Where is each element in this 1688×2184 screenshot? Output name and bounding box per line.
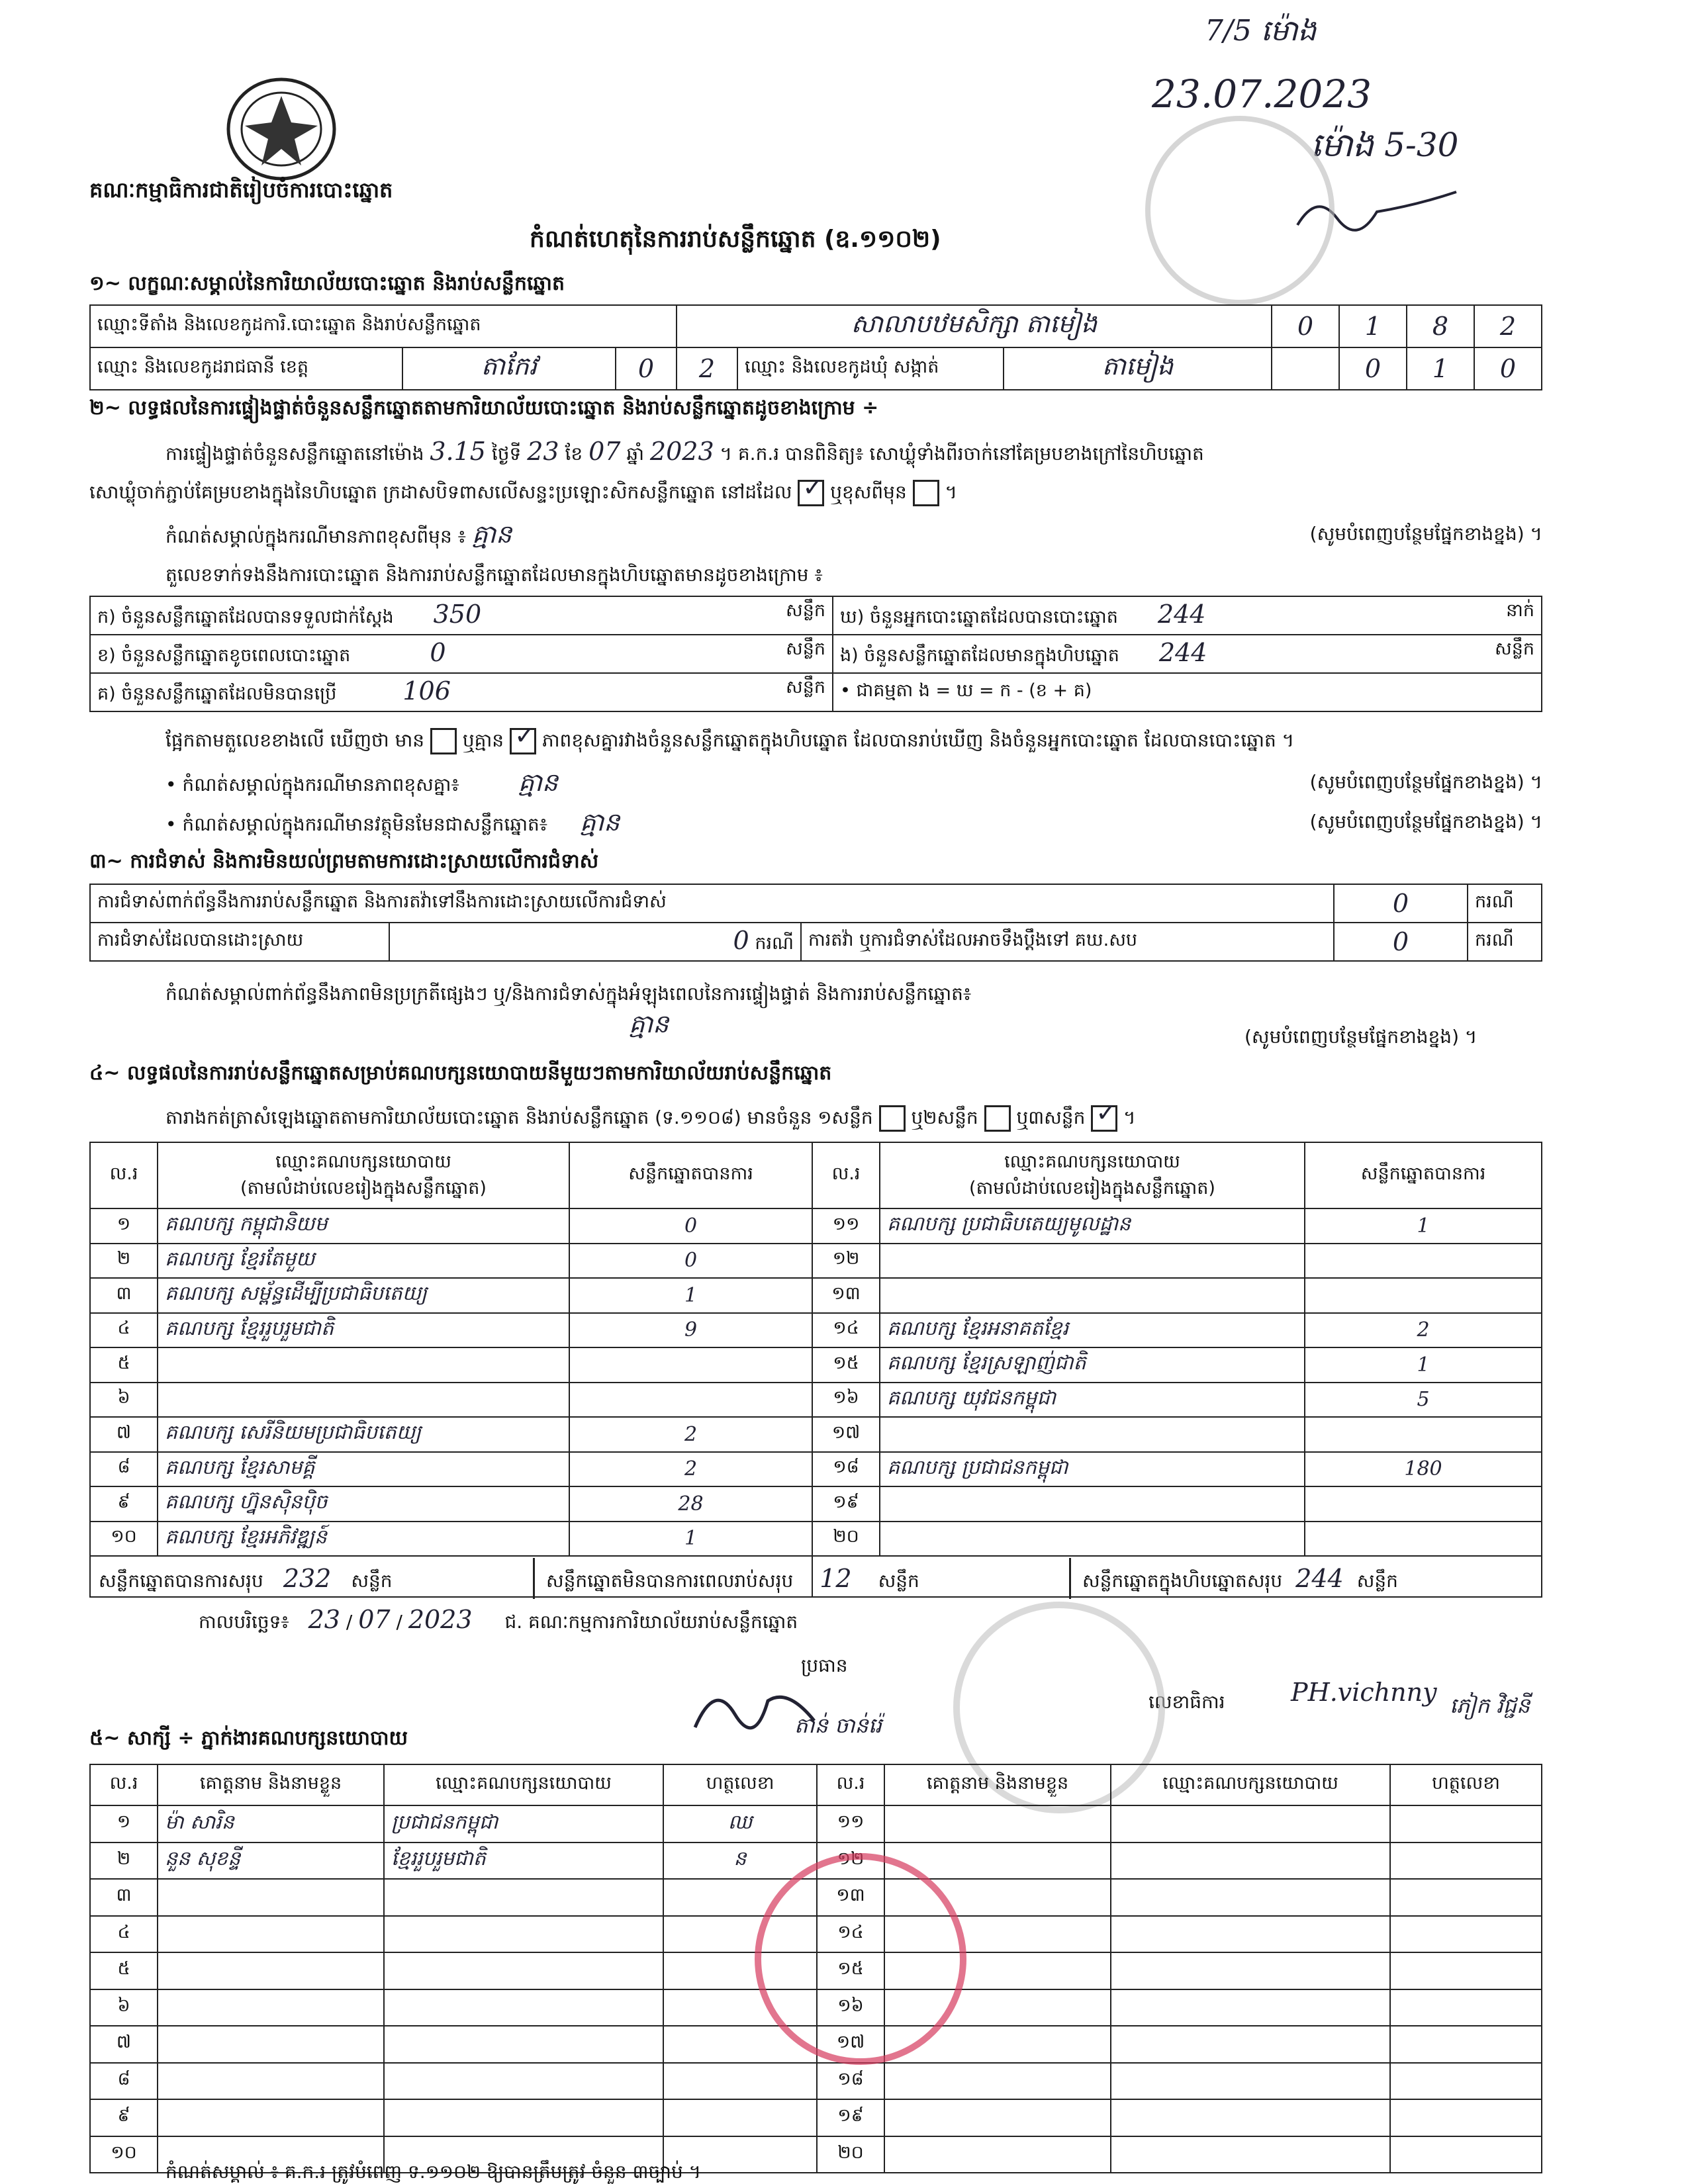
unchanged-checkbox[interactable]: ✓ — [798, 480, 824, 506]
witness-name — [158, 1879, 384, 1916]
witness-signature — [1390, 1989, 1542, 2026]
witness-no: ៤ — [90, 1916, 158, 1953]
party-no: ៦ — [90, 1383, 158, 1418]
party-votes — [569, 1347, 812, 1383]
complaints-value: 0 — [1334, 884, 1468, 923]
witness-signature — [663, 2099, 817, 2136]
party-no: ១០ — [90, 1522, 158, 1557]
party-name: គណបក្ស ប្រជាជនកម្ពុជា — [880, 1452, 1305, 1487]
party-votes: 180 — [1305, 1452, 1542, 1487]
discrepancy-line: ផ្អែកតាមតួលេខខាងលើ ឃើញថា មាន ឬគ្មាន ✓ ភាពខុសគ្នារវាងចំនួនសន្លឹកឆ្នោតក្នុងហិបឆ្នោត ដែលបានរាប់ឃើញ និងចំនួនអ្នកបោះឆ្នោត ដែលបានបោះឆ្នោត ។ — [165, 728, 1294, 754]
witness-party — [384, 1989, 663, 2026]
change-note-line: កំណត់សម្គាល់ក្នុងករណីមានភាពខុសពីមុន ៖ គ្មាន (សូមបំពេញបន្ថែមផ្នែកខាងខ្នង) ។ — [165, 520, 1542, 549]
official-stamp-red — [755, 1853, 966, 2065]
official-stamp-top — [1145, 116, 1335, 305]
witness-no: ១ — [90, 1805, 158, 1843]
section-4-heading: ៤~ លទ្ធផលនៃការរាប់សន្លឹកឆ្នោតសម្រាប់គណបក្សនយោបាយនីមួយៗតាមការិយាល័យរាប់សន្លឹកឆ្នោត — [89, 1062, 832, 1085]
party-name — [880, 1486, 1305, 1522]
witness-no: ១២ — [817, 1843, 884, 1880]
table-row — [90, 1805, 1542, 1843]
figures-intro: តួលេខទាក់ទងនឹងការបោះឆ្នោត និងការរាប់សន្លឹកឆ្នោតដែលមានក្នុងហិបឆ្នោតមានដូចខាងក្រោម ៖ — [165, 564, 823, 586]
witness-signature — [1390, 1952, 1542, 1989]
in-box-label: ង) ចំនួនសន្លឹកឆ្នោតដែលមានក្នុងហិបឆ្នោត — [840, 645, 1119, 666]
spoiled-label: ខ) ចំនួនសន្លឹកឆ្នោតខូចពេលបោះឆ្នោត — [97, 645, 351, 666]
witness-no: ២០ — [817, 2136, 884, 2173]
witness-no: ៧ — [90, 2026, 158, 2063]
province-code-2: 2 — [677, 347, 737, 390]
verify-line-2: សោឃ្លុំចាក់ភ្ជាប់គែម្របខាងក្នុងនៃហិបឆ្នោត ក្រដាសបិទពាសលើសន្ទះប្រឡោះសិកសន្លឹកឆ្នោត នៅដដែល ✓ ឬខុសពីមុន ។ — [89, 480, 957, 506]
witness-no: ១៩ — [817, 2099, 884, 2136]
voters-label: ឃ) ចំនួនអ្នកបោះឆ្នោតដែលបានបោះឆ្នោត — [840, 606, 1118, 627]
party-votes: 1 — [1305, 1208, 1542, 1244]
received-value: 350 — [433, 599, 482, 629]
complaints-label: ការជំទាស់ពាក់ព័ន្ធនឹងការរាប់សន្លឹកឆ្នោត និងការតវ៉ាទៅនឹងការដោះស្រាយលើការជំទាស់ — [90, 884, 1334, 923]
party-no: ៧ — [90, 1417, 158, 1452]
total-box: 244 — [1295, 1564, 1344, 1593]
witness-name — [158, 1916, 384, 1953]
witness-signature: ឈ — [663, 1805, 817, 1843]
table-row — [90, 1278, 1542, 1313]
party-name: គណបក្ស ប្រជាធិបតេយ្យមូលដ្ឋាន — [880, 1208, 1305, 1244]
table-row — [90, 1347, 1542, 1383]
party-votes: 1 — [569, 1278, 812, 1313]
discrepancy-note: • កំណត់សម្គាល់ក្នុងករណីមានភាពខុសគ្នា៖ គ្មាន (សូមបំពេញបន្ថែមផ្នែកខាងខ្នង) ។ — [165, 768, 1542, 797]
location-code-3: 8 — [1407, 305, 1474, 347]
witness-party — [1111, 2026, 1390, 2063]
table-row — [90, 2063, 1542, 2100]
witness-name: នួន សុខន្ទី — [158, 1843, 384, 1880]
chair-title: ប្រធាន — [801, 1655, 848, 1676]
witness-signature — [1390, 1916, 1542, 1953]
witness-no: ១៣ — [817, 1879, 884, 1916]
table-row — [90, 1244, 1542, 1279]
table-row — [90, 1383, 1542, 1418]
party-name: គណបក្ស ហ្វ៊ុនស៊ិនប៉ិច — [158, 1486, 569, 1522]
party-no: ១៥ — [812, 1347, 880, 1383]
witness-party — [384, 1916, 663, 1953]
results-table: ល.រ ឈ្មោះគណបក្សនយោបាយ (តាមលំដាប់លេខរៀងក្នុងសន្លឹកឆ្នោត) សន្លឹកឆ្នោតបានការ ល.រ ឈ្មោះគណបក្សនយោបាយ (តាមលំដាប់លេខរៀងក្នុងសន្លឹកឆ្នោត) សន្លឹកឆ្នោតបានការ ១ គណបក្ស កម្ពុជានិយម 0 ១១ គណបក្ស ប្រជាធិបតេយ្យមូលដ្ឋាន 1 ២ គណបក្ស ខ្មែរតែមួយ 0 ១២ ៣ គណបក្ស សម្ព័ន្ធដើម្បីប្រជាធិបតេយ្យ 1 ១៣ ៤ គណបក្ស ខ្មែររួបរួមជាតិ 9 ១៤ គណបក្ស ខ្មែរអនាគតខ្មែរ 2 ៥ ១៥ គណបក្ស ខ្មែរស្រឡាញ់ជាតិ 1 ៦ ១៦ គណបក្ស យុវជនកម្ពុជា 5 ៧ គណបក្ស សេរីនិយមប្រជាធិបតេយ្យ 2 ១៧ ៨ គណបក្ស ខ្មែរសាមគ្គី 2 ១៨ គណបក្ស ប្រជាជនកម្ពុជា 180 ៩ គណបក្ស ហ្វ៊ុនស៊ិនប៉ិច 28 ១៩ ១០ គណបក្ស ខ្មែរអភិវឌ្ឍន៍ 1 ២០ — [89, 1142, 1542, 1598]
nec-emblem — [218, 66, 344, 185]
commune-label: ឈ្មោះ និងលេខកូដឃុំ សង្កាត់ — [737, 347, 1004, 390]
party-votes: 9 — [569, 1313, 812, 1348]
party-name: គណបក្ស កម្ពុជានិយម — [158, 1208, 569, 1244]
section-2-heading: ២~ លទ្ធផលនៃការផ្ទៀងផ្ទាត់ចំនួនសន្លឹកឆ្នោតតាមការិយាល័យបោះឆ្នោត និងរាប់សន្លឹកឆ្នោតដូចខាងក្រោម ÷ — [89, 396, 879, 420]
party-no: ៩ — [90, 1486, 158, 1522]
party-no: ១ — [90, 1208, 158, 1244]
handwritten-date: 23.07.2023 — [1152, 71, 1372, 116]
province-label: ឈ្មោះ និងលេខកូដរាជធានី ខេត្ត — [90, 347, 402, 390]
witness-name — [884, 2063, 1111, 2100]
verify-month: 07 — [588, 437, 621, 466]
section-1-table — [89, 304, 1542, 390]
signing-date: កាលបរិច្ឆេទ៖ 23 / 07 / 2023 ជ. គណៈកម្មការការិយាល័យរាប់សន្លឹកឆ្នោត — [199, 1605, 798, 1634]
witness-no: ១១ — [817, 1805, 884, 1843]
witness-signature — [1390, 2026, 1542, 2063]
witness-party — [1111, 1952, 1390, 1989]
witness-no: ៣ — [90, 1879, 158, 1916]
irregularity-note-label: កំណត់សម្គាល់ពាក់ព័ន្ធនឹងភាពមិនប្រក្រតីផ្សេងៗ ឬ/និងការជំទាស់ក្នុងអំឡុងពេលនៃការផ្ទៀងផ្ទាត់ និងការរាប់សន្លឹកឆ្នោត៖ — [165, 983, 972, 1005]
party-votes — [1305, 1244, 1542, 1279]
totals-row: សន្លឹកឆ្នោតបានការសរុប 232 សន្លឹក សន្លឹកឆ្នោតមិនបានការពេលរាប់សរុប 12 សន្លឹក សន្លឹកឆ្នោតក្នុងហិបឆ្នោតសរុប 244 សន្លឹក — [89, 1558, 1542, 1599]
party-votes: 0 — [569, 1208, 812, 1244]
has-discrepancy-checkbox[interactable] — [430, 728, 457, 754]
party-votes: 2 — [1305, 1313, 1542, 1348]
total-invalid: 12 — [820, 1564, 852, 1593]
total-valid: 232 — [283, 1564, 332, 1593]
witness-no: ៦ — [90, 1989, 158, 2026]
party-name: គណបក្ស ខ្មែរសាមគ្គី — [158, 1452, 569, 1487]
witness-party — [1111, 1989, 1390, 2026]
party-votes: 1 — [1305, 1347, 1542, 1383]
party-no: ៣ — [90, 1278, 158, 1313]
party-votes — [1305, 1486, 1542, 1522]
party-no: ១៧ — [812, 1417, 880, 1452]
table-row — [90, 1486, 1542, 1522]
party-votes — [1305, 1522, 1542, 1557]
witness-name — [884, 2136, 1111, 2173]
witness-name — [158, 1952, 384, 1989]
party-votes: 2 — [569, 1417, 812, 1452]
one-sheet-checkbox[interactable] — [879, 1105, 906, 1132]
party-no: ៨ — [90, 1452, 158, 1487]
witness-table: ល.រ គោត្តនាម និងនាមខ្លួន ឈ្មោះគណបក្សនយោបាយ ហត្ថលេខា ល.រ គោត្តនាម និងនាមខ្លួន ឈ្មោះគណបក្សនយោបាយ ហត្ថលេខា ១ ម៉ា សារិន ប្រជាជនកម្ពុជា ឈ ១១ ២ នួន សុខន្ទី ខ្មែររួបរួមជាតិ ន ១២ ៣ ១៣ ៤ ១៤ ៥ ១៥ ៦ ១៦ ៧ ១៧ ៨ ១៨ ៩ ១៩ ១០ ២០ — [89, 1764, 1542, 2173]
witness-party — [384, 2063, 663, 2100]
chair-signature — [688, 1674, 821, 1750]
foreign-object-note: • កំណត់សម្គាល់ក្នុងករណីមានវត្ថុមិនមែនជាសន្លឹកឆ្នោត៖ គ្មាន (សូមបំពេញបន្ថែមផ្នែកខាងខ្នង) ។ — [165, 807, 1542, 837]
party-name: គណបក្ស សេរីនិយមប្រជាធិបតេយ្យ — [158, 1417, 569, 1452]
witness-no: ២ — [90, 1843, 158, 1880]
table-row — [90, 2099, 1542, 2136]
party-no: ២ — [90, 1244, 158, 1279]
table-row — [90, 1208, 1542, 1244]
witness-signature — [1390, 1805, 1542, 1843]
in-box-value: 244 — [1158, 637, 1207, 667]
witness-signature: ន — [663, 1843, 817, 1880]
irregularity-note-value: គ្មាន — [629, 1009, 669, 1038]
complaints-table: ការជំទាស់ពាក់ព័ន្ធនឹងការរាប់សន្លឹកឆ្នោត និងការតវ៉ាទៅនឹងការដោះស្រាយលើការជំទាស់ 0 ករណី ការជំទាស់ដែលបានដោះស្រាយ 0 ករណី ការតវ៉ា ឬការជំទាស់ដែលអាចទឹងប្តឹងទៅ គឃ.សប 0 ករណី — [89, 884, 1542, 962]
handwritten-note: 7/5 ម៉ោង — [1205, 14, 1317, 48]
party-no: ១៣ — [812, 1278, 880, 1313]
witness-signature — [663, 2063, 817, 2100]
party-name: គណបក្ស ខ្មែរអភិវឌ្ឍន៍ — [158, 1522, 569, 1557]
party-votes — [1305, 1278, 1542, 1313]
witness-signature — [1390, 2063, 1542, 2100]
witness-party — [1111, 1805, 1390, 1843]
location-code-1: 0 — [1272, 305, 1339, 347]
witness-name — [884, 1805, 1111, 1843]
witness-name: ម៉ា សារិន — [158, 1805, 384, 1843]
party-name: គណបក្ស ខ្មែរអនាគតខ្មែរ — [880, 1313, 1305, 1348]
irregularity-fill-hint: (សូមបំពេញបន្ថែមផ្នែកខាងខ្នង) ។ — [1244, 1026, 1477, 1048]
witness-signature — [1390, 1843, 1542, 1880]
witness-name — [158, 1989, 384, 2026]
witness-no: ១៥ — [817, 1952, 884, 1989]
org-name: គណៈកម្មាធិការជាតិរៀបចំការបោះឆ្នោត — [89, 177, 393, 203]
verify-time: 3.15 — [430, 437, 486, 466]
party-name: គណបក្ស ខ្មែររួបរួមជាតិ — [158, 1313, 569, 1348]
location-code-4: 2 — [1474, 305, 1542, 347]
change-note-value: គ្មាន — [471, 520, 512, 549]
witness-no: ១៤ — [817, 1916, 884, 1953]
party-no: ១៦ — [812, 1383, 880, 1418]
witness-signature — [1390, 1879, 1542, 1916]
witness-name — [158, 2063, 384, 2100]
party-name — [158, 1383, 569, 1418]
witness-no: ១៨ — [817, 2063, 884, 2100]
party-votes: 2 — [569, 1452, 812, 1487]
witness-party — [384, 1879, 663, 1916]
witness-party: ខ្មែររួបរួមជាតិ — [384, 1843, 663, 1880]
two-sheet-checkbox[interactable] — [984, 1105, 1011, 1132]
party-no: ១១ — [812, 1208, 880, 1244]
witness-signature — [1390, 2099, 1542, 2136]
table-row — [90, 1452, 1542, 1487]
fill-hint: (សូមបំពេញបន្ថែមផ្នែកខាងខ្នង) ។ — [1309, 523, 1542, 545]
resolved-value: 0 — [733, 925, 749, 955]
witness-party — [1111, 2136, 1390, 2173]
footer-note: កំណត់សម្គាល់ ៖ គ.ក.រ ត្រូវបំពេញ ទ.១១០២ ឱ្យបានត្រឹមត្រូវ ចំនួន ៣ច្បាប់ ។ — [165, 2161, 702, 2183]
party-name — [158, 1347, 569, 1383]
commune-code-3: 0 — [1474, 347, 1542, 390]
secretary-name: PH.vichnny — [1291, 1678, 1437, 1707]
witness-party — [384, 2099, 663, 2136]
witness-no: ៨ — [90, 2063, 158, 2100]
party-votes: 1 — [569, 1522, 812, 1557]
party-name — [880, 1278, 1305, 1313]
party-no: ២០ — [812, 1522, 880, 1557]
party-name: គណបក្ស សម្ព័ន្ធដើម្បីប្រជាធិបតេយ្យ — [158, 1278, 569, 1313]
witness-party — [1111, 2063, 1390, 2100]
ballot-figures-table: ក) ចំនួនសន្លឹកឆ្នោតដែលបានទទួលជាក់ស្តែង 350 សន្លឹក ឃ) ចំនួនអ្នកបោះឆ្នោតដែលបានបោះឆ្នោត 244 នាក់ ខ) ចំនួនសន្លឹកឆ្នោតខូចពេលបោះឆ្នោត 0 សន្លឹក ង) ចំនួនសន្លឹកឆ្នោតដែលមានក្នុងហិបឆ្នោត 244 សន្លឹក គ) ចំនួនសន្លឹកឆ្នោតដែលមិនបានប្រើ 106 សន្លឹក • ជាគម្មតា ង = ឃ = ក - (ខ + គ) — [89, 596, 1542, 712]
party-name: គណបក្ស ខ្មែរតែមួយ — [158, 1244, 569, 1279]
unused-value: 106 — [402, 676, 451, 705]
appeal-label: ការតវ៉ា ឬការជំទាស់ដែលអាចទឹងប្តឹងទៅ គឃ.សប — [801, 923, 1334, 961]
party-name — [880, 1417, 1305, 1452]
secretary-title: លេខាធិការ — [1149, 1691, 1225, 1713]
location-label: ឈ្មោះទីតាំង និងលេខកូដការិ.បោះឆ្នោត និងរាប់សន្លឹកឆ្នោត — [90, 305, 677, 347]
unused-label: គ) ចំនួនសន្លឹកឆ្នោតដែលមិនបានប្រើ — [97, 683, 337, 704]
party-name: គណបក្ស ខ្មែរស្រឡាញ់ជាតិ — [880, 1347, 1305, 1383]
party-votes: 0 — [569, 1244, 812, 1279]
no-discrepancy-checkbox[interactable]: ✓ — [510, 728, 536, 754]
verify-day: 23 — [527, 437, 559, 466]
table-row — [90, 1313, 1542, 1348]
three-sheet-checkbox[interactable]: ✓ — [1091, 1105, 1117, 1132]
form-title: កំណត់ហេតុនៃការរាប់សន្លឹកឆ្នោត (ឧ.១១០២) — [530, 226, 941, 253]
party-votes — [1305, 1417, 1542, 1452]
witness-party — [1111, 1916, 1390, 1953]
party-name: គណបក្ស យុវជនកម្ពុជា — [880, 1383, 1305, 1418]
spoiled-value: 0 — [430, 637, 446, 667]
party-no: ១៩ — [812, 1486, 880, 1522]
witness-no: ១៦ — [817, 1989, 884, 2026]
changed-checkbox[interactable] — [913, 480, 939, 506]
verify-line-1: ការផ្ទៀងផ្ទាត់ចំនួនសន្លឹកឆ្នោតនៅម៉ោង 3.15 ថ្ងៃទី 23 ខែ 07 ឆ្នាំ 2023 ។ គ.ក.រ បានពិនិត្យ៖ សោឃ្លុំទាំងពីរចាក់នៅគែម្របខាងក្រៅនៃហិបឆ្នោត — [165, 437, 1204, 466]
witness-name — [158, 2026, 384, 2063]
commune-code-1: 0 — [1339, 347, 1407, 390]
witness-party: ប្រជាជនកម្ពុជា — [384, 1805, 663, 1843]
section-5-heading: ៥~ សាក្សី ÷ ភ្នាក់ងារគណបក្សនយោបាយ — [89, 1727, 408, 1750]
witness-name — [158, 2099, 384, 2136]
party-no: ១៤ — [812, 1313, 880, 1348]
secretary-name-khmer: ភៀក វិជ្ជនី — [1450, 1693, 1530, 1718]
location-code-2: 1 — [1339, 305, 1407, 347]
party-no: ៤ — [90, 1313, 158, 1348]
party-name — [880, 1522, 1305, 1557]
witness-name — [884, 2099, 1111, 2136]
witness-no: ៩ — [90, 2099, 158, 2136]
location-value: សាលាបឋមសិក្សា តាមៀង — [677, 305, 1272, 347]
party-votes — [569, 1383, 812, 1418]
formula: • ជាគម្មតា ង = ឃ = ក - (ខ + គ) — [833, 673, 1542, 711]
commune-value: តាមៀង — [1004, 347, 1272, 390]
chair-name: តាន់ ចាន់រ៉េ — [794, 1713, 882, 1738]
party-votes: 5 — [1305, 1383, 1542, 1418]
handwritten-time: ម៉ោង 5-30 — [1311, 126, 1459, 164]
party-votes: 28 — [569, 1486, 812, 1522]
province-value: តាកែវ — [402, 347, 616, 390]
witness-signature — [1390, 2136, 1542, 2173]
section-1-heading: ១~ លក្ខណៈសម្គាល់នៃការិយាល័យបោះឆ្នោត និងរាប់សន្លឹកឆ្នោត — [89, 272, 565, 295]
witness-party — [1111, 2099, 1390, 2136]
witness-party — [384, 2026, 663, 2063]
verify-year: 2023 — [649, 437, 714, 466]
table-row — [90, 1417, 1542, 1452]
voters-value: 244 — [1157, 599, 1206, 629]
witness-party — [384, 1952, 663, 1989]
witness-no: ១០ — [90, 2136, 158, 2173]
witness-no: ១៧ — [817, 2026, 884, 2063]
received-label: ក) ចំនួនសន្លឹកឆ្នោតដែលបានទទួលជាក់ស្តែង — [97, 606, 394, 627]
section-3-heading: ៣~ ការជំទាស់ និងការមិនយល់ព្រមតាមការដោះស្រាយលើការជំទាស់ — [89, 850, 599, 873]
resolved-label: ការជំទាស់ដែលបានដោះស្រាយ — [90, 923, 389, 961]
party-no: ១២ — [812, 1244, 880, 1279]
table-row — [90, 1522, 1542, 1557]
party-no: ៥ — [90, 1347, 158, 1383]
appeal-value: 0 — [1334, 923, 1468, 961]
party-no: ១៨ — [812, 1452, 880, 1487]
commune-code-2: 1 — [1407, 347, 1474, 390]
witness-party — [1111, 1843, 1390, 1880]
witness-party — [1111, 1879, 1390, 1916]
province-code-1: 0 — [616, 347, 677, 390]
tally-sheet-line: តារាងកត់ត្រាសំឡេងឆ្នោតតាមការិយាល័យបោះឆ្នោត និងរាប់សន្លឹកឆ្នោត (ទ.១១០៨) មានចំនួន ១សន្លឹក ឬ២សន្លឹក ឬ៣សន្លឹក ✓ ។ — [165, 1105, 1136, 1132]
party-name — [880, 1244, 1305, 1279]
witness-no: ៥ — [90, 1952, 158, 1989]
